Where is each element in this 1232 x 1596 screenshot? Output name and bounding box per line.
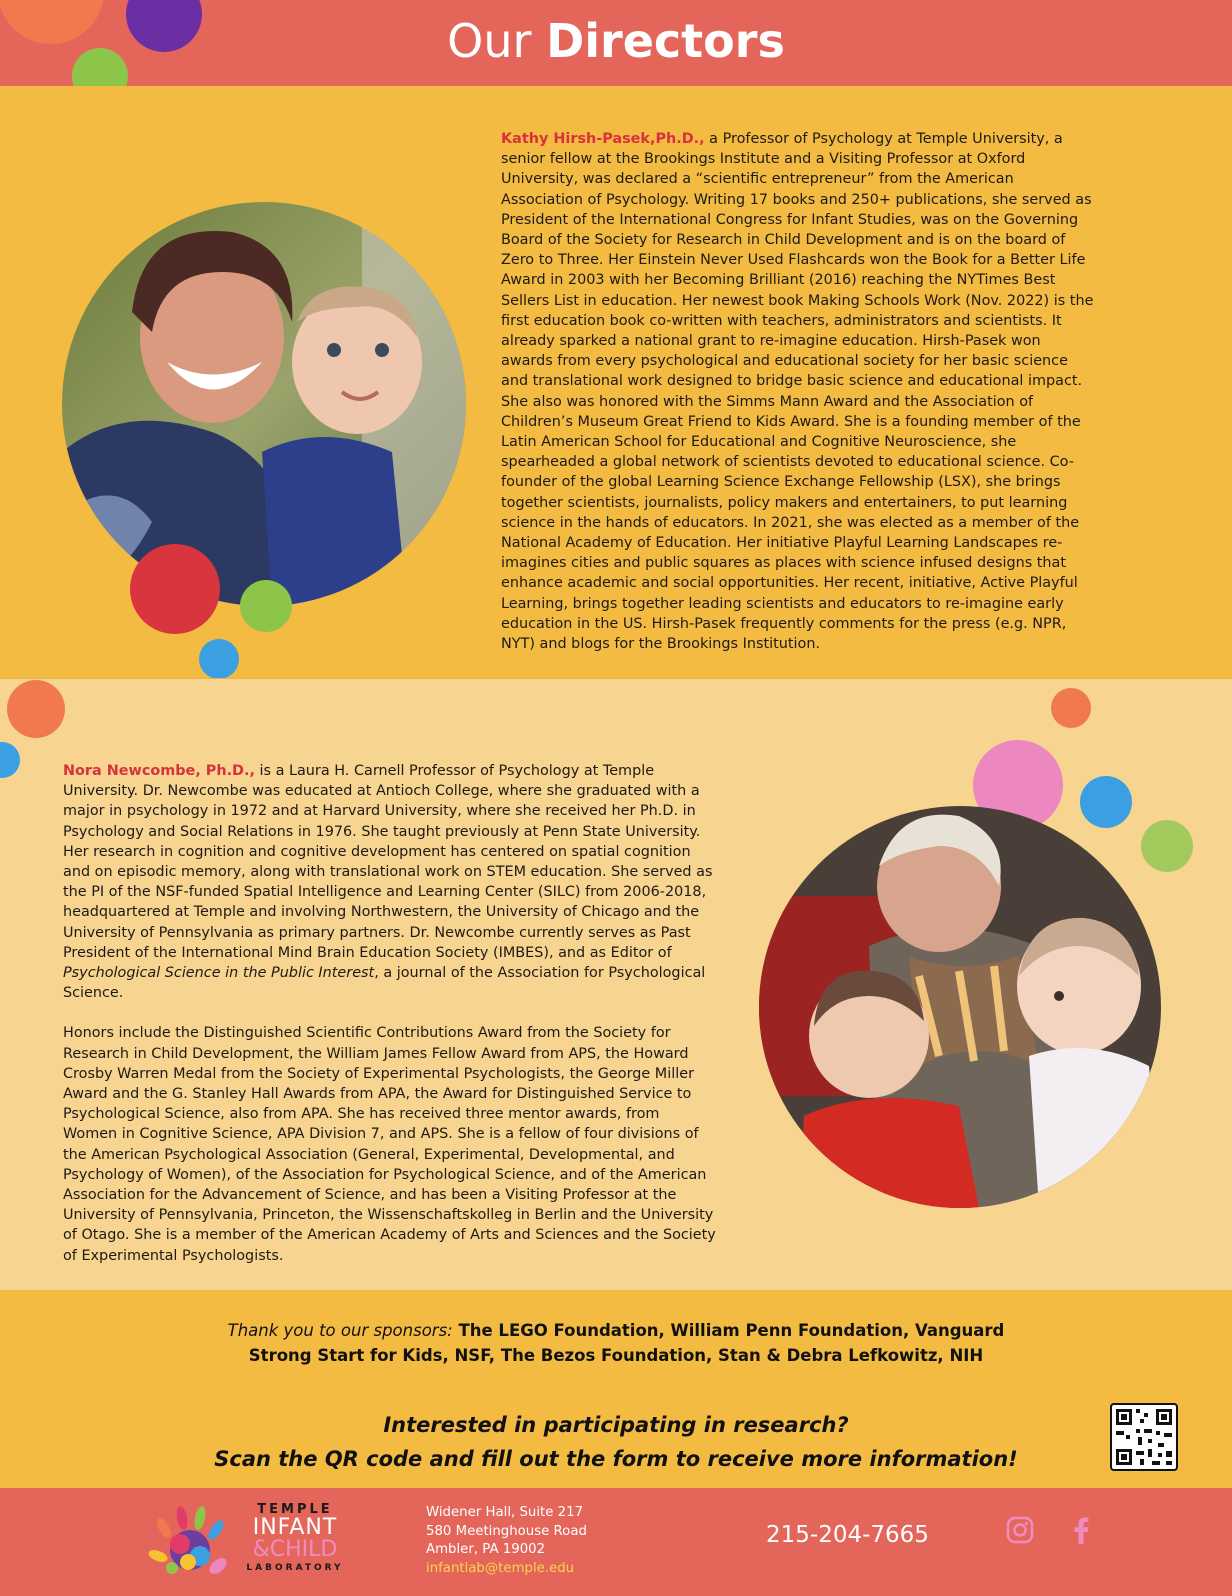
lab-logo[interactable] — [144, 1502, 344, 1584]
decor-dot-green-3 — [1141, 820, 1193, 872]
cta-line-2: Scan the QR code and fill out the form to receive more information! — [214, 1447, 1018, 1471]
facebook-icon — [1072, 1516, 1090, 1544]
qr-code-icon — [1112, 1405, 1176, 1469]
decor-dot-green-2 — [240, 580, 292, 632]
decor-dot-blue-3 — [1080, 776, 1132, 828]
facebook-link[interactable] — [1072, 1516, 1090, 1549]
address-line-3: Ambler, PA 19002 — [426, 1542, 546, 1557]
director2-honors: Honors include the Distinguished Scientific Contributions Award from the Society for Research in Child Development, the William James Fellow Award from APS, the Howard Crosby Warren Medal from the Society of Experimental Psychologists, the George Miller Award and the G. Stanley Hall Awards from APA, the Award for Distinguished Service to Psychological Science, also from APA. She has received three mentor awards, from Women in Cognitive Science, APA Division 7, and APS. She is a fellow of four divisions of the American Psychological Association (General, Experimental, Developmental, and Psychology of Women), of the Association for Psychological Science, and of the American Association for the Advancement of Science, and has been a Visiting Professor at the University of Pennsylvania, Princeton, the Wissenschaftskolleg in Berlin and the University of Otago. She is a member of the American Academy of Arts and Sciences and the Society of Experimental Psychologists. — [63, 1025, 716, 1264]
director2-photo — [759, 806, 1161, 1208]
cta-line-1: Interested in participating in research? — [383, 1413, 849, 1437]
instagram-link[interactable] — [1006, 1516, 1034, 1549]
decor-dot-blue — [199, 639, 239, 679]
sponsors-intro: Thank you to our sponsors: — [227, 1321, 453, 1340]
title-light: Our — [447, 14, 532, 68]
logo-line-2: INFANT — [252, 1515, 338, 1540]
decor-dot-orange-3 — [1051, 688, 1091, 728]
instagram-icon — [1006, 1516, 1034, 1544]
page-footer — [0, 1488, 1232, 1596]
director2-name: Nora Newcombe, Ph.D., — [63, 763, 255, 779]
decor-dot-red — [130, 544, 220, 634]
sponsors-list-2: Strong Start for Kids, NSF, The Bezos Foundation, Stan & Debra Lefkowitz, NIH — [248, 1346, 984, 1365]
director2-bio-text-2: , a journal of the Association for Psychological Science. — [63, 965, 706, 1002]
director1-photo — [62, 202, 466, 606]
address-line-2: 580 Meetinghouse Road — [426, 1523, 587, 1539]
director1-bio-text: a Professor of Psychology at Temple University, a senior fellow at the Brookings Institute and a Visiting Professor at Oxford University, was declared a “scientific entrepreneur” from the American Association of Psychology. Writing 17 books and 250+ publications, she served as President of the International Congress for Infant Studies, was on the Governing Board of the Society for Research in Child Development and is on the board of Zero to Three. Her Einstein Never Used Flashcards won the Book for a Better Life Award in 2003 with her Becoming Brilliant (2016) reaching the NYTimes Best Sellers List in education. Her newest book Making Schools Work (Nov. 2022) is the first education book co-written with teachers, administrators and scientists. It already sparked a national grant to re-imagine education. Hirsh-Pasek won awards from every psychological and educational society for her basic science and translational work designed to bridge basic science and educational impact. She also was honored with the Simms Mann Award and the Association of Children’s Museum Great Friend to Kids Award. She is a founding member of the Latin American School for Educational and Cognitive Neuroscience, she spearheaded a global network of scientists devoted to educational science. Co-founder of the global Learning Science Exchange Fellowship (LSX), she brings together scientists, journalists, policy makers and entertainers, to put learning science in the hands of educators. In 2021, she was elected as a member of the National Academy of Education. Her initiative Playful Learning Landscapes re-imagines cities and public squares as places with science infused designs that enhance academic and social opportunities. Her recent, initiative, Active Playful Learning, brings together leading scientists and educators to re-imagine early education in the US. Hirsh-Pasek frequently comments for the press (e.g. NPR, NYT) and blogs for the Brookings Institution. — [501, 131, 1094, 653]
logo-text — [246, 1502, 344, 1573]
director1-bio — [501, 129, 1096, 654]
qr-code[interactable] — [1110, 1403, 1178, 1471]
decor-dot-orange-2 — [7, 680, 65, 738]
sponsors-list-1: The LEGO Foundation, William Penn Foundation, Vanguard — [452, 1321, 1005, 1340]
title-bold: Directors — [546, 14, 785, 68]
research-cta — [0, 1408, 1232, 1476]
contact-address — [426, 1504, 587, 1578]
director2-bio-text-1: is a Laura H. Carnell Professor of Psychology at Temple University. Dr. Newcombe was educated at Antioch College, where she graduated with a major in psychology in 1972 and at Harvard University, where she received her Ph.D. in Psychology and Social Relations in 1976. She taught previously at Penn State University. Her research in cognition and cognitive development has centered on spatial cognition and on episodic memory, along with translational work on STEM education. She served as the PI of the NSF-funded Spatial Intelligence and Learning Center (SILC) from 2006-2018, headquartered at Temple and involving Northwestern, the University of Chicago and the University of Pennsylvania as primary partners. Dr. Newcombe currently serves as Past President of the International Mind Brain Education Society (IMBES), and as Editor of — [63, 763, 713, 961]
director2-journal: Psychological Science in the Public Interest — [63, 965, 375, 982]
sponsors-line-2 — [0, 1343, 1232, 1368]
sponsors-line-1 — [0, 1318, 1232, 1343]
email-link[interactable]: infantlab@temple.edu — [426, 1560, 575, 1576]
logo-line-4: LABORATORY — [246, 1563, 344, 1573]
director1-name: Kathy Hirsh-Pasek,Ph.D., — [501, 131, 705, 147]
phone-number[interactable]: 215-204-7665 — [766, 1522, 929, 1548]
director2-bio — [63, 761, 717, 1266]
sponsors-block — [0, 1318, 1232, 1368]
logo-line-3: &CHILD — [252, 1537, 338, 1562]
address-line-1: Widener Hall, Suite 217 — [426, 1505, 584, 1520]
logo-line-1: TEMPLE — [257, 1502, 333, 1517]
director2-bio-paragraph-1 — [63, 761, 717, 1003]
handprint-logo-icon — [144, 1502, 236, 1584]
